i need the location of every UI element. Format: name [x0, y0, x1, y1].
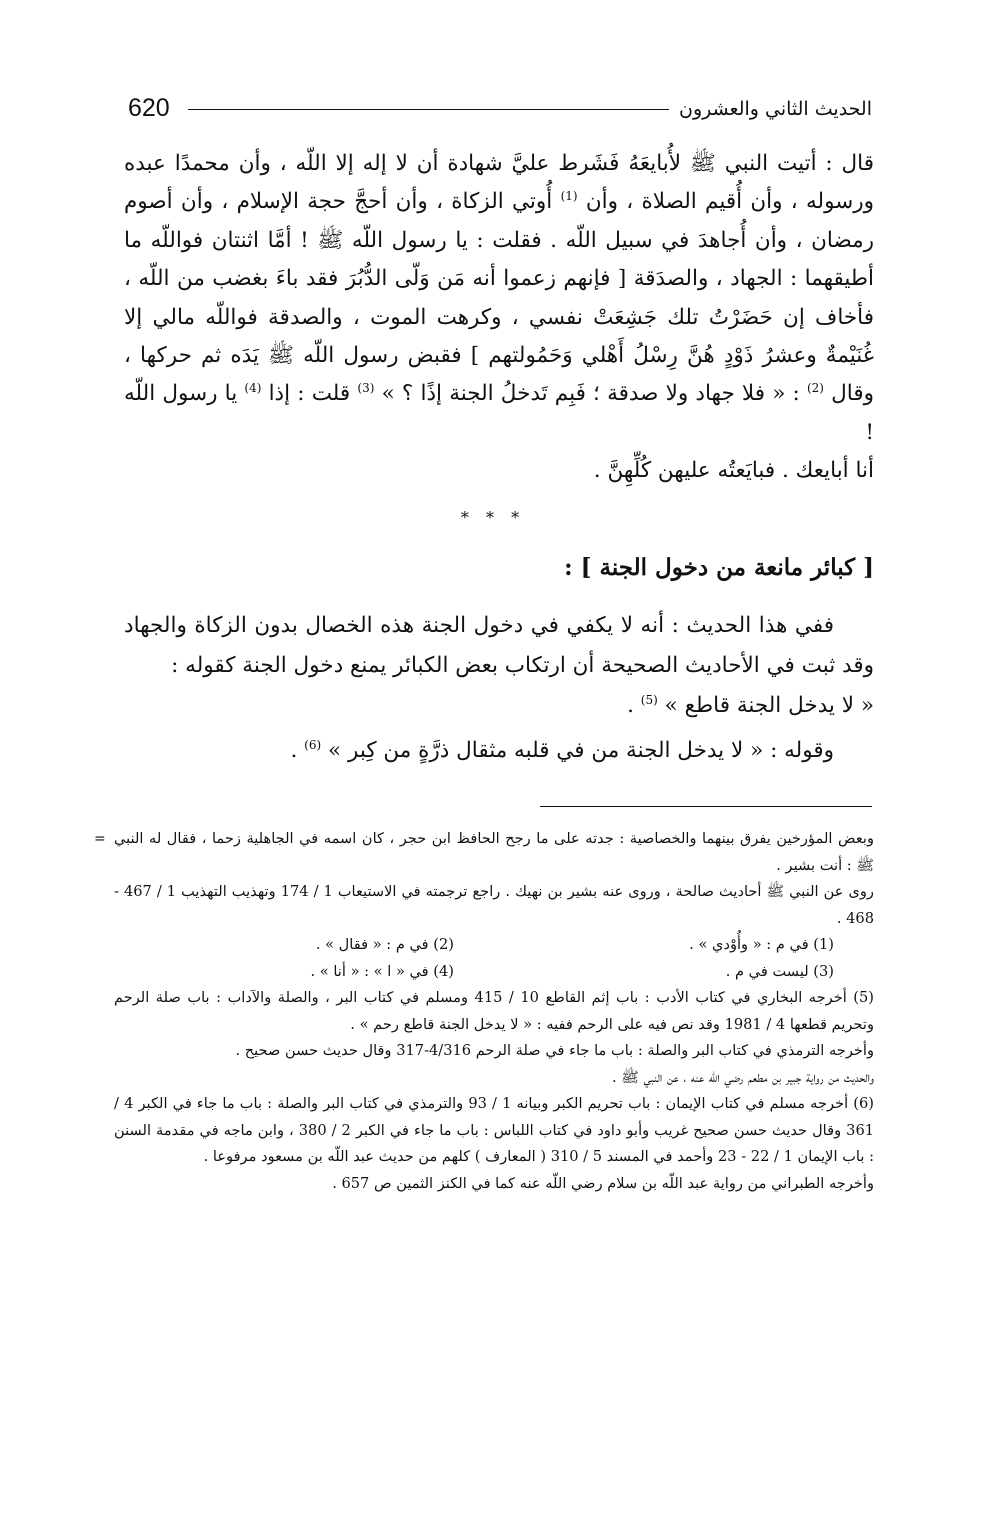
section-separator: * * *: [460, 508, 526, 527]
footnote-ref-4[interactable]: (4): [244, 381, 262, 396]
footnote-4: (4) في « ا » : « أنا » .: [310, 962, 454, 980]
footnote-row: [114, 959, 874, 986]
footnote-separator: [540, 806, 872, 807]
footnote-ref-2[interactable]: (2): [806, 381, 824, 396]
text-segment: وبعض المؤرخين يفرق بينهما والخصاصية : جدته على ما رجح الحافظ ابن حجر ، كان اسمه في الجاهلية زحما ، فقال له النبي ﷺ : أنت بشير .: [114, 830, 874, 874]
hadith-text: [124, 145, 874, 491]
text-segment: .: [627, 693, 641, 718]
text-segment: : « فلا جهاد ولا صدقة ؛ فَبِم تَدخلُ الجنة إذًا ؟ »: [374, 381, 807, 407]
footnote-ref-3[interactable]: (3): [357, 381, 375, 396]
footnote-5-cont: والحديث من رواية جبير بن مطعم رضي اللّه عنه ، عن النبي ﷺ .: [611, 1068, 874, 1086]
text-segment: « لا يدخل الجنة قاطع »: [657, 693, 874, 718]
text-segment: .: [290, 738, 305, 763]
section-paragraph-2: [124, 731, 874, 771]
text-segment: وقوله : « لا يدخل الجنة من في قلبه مثقال ذرَّةٍ من كِبر »: [321, 738, 834, 763]
footnote-3: (3) ليست في م .: [725, 962, 834, 980]
text-segment: قلت : إذا: [261, 381, 358, 407]
footnote-row: [114, 932, 874, 959]
page-header: [128, 94, 872, 123]
running-head: الحديث الثاني والعشرون: [678, 97, 872, 120]
footnote-6: (6) أخرجه مسلم في كتاب الإيمان : باب تحريم الكبر وبيانه 1 / 93 والترمذي في كتاب البر والصلة : باب ما جاء في الكبر 4 / 361 وقال حديث حسن صحيح غريب وأبو داود في كتاب اللباس : باب ما جاء في الكبر 2 / 380 ، وابن ماجه في مقدمة السنن : باب الإيمان 1 / 22 - 23 وأحمد في المسند 5 / 310 ( المعارف ) كلهم من حديث عبد اللّه بن مسعود مرفوعا .: [114, 1095, 875, 1165]
footnote-continuation: [94, 826, 874, 879]
footnote-6-cont: وأخرجه الطبراني من رواية عبد اللّه بن سلام رضي اللّه عنه كما في الكنز الثمين ص 657 .: [332, 1174, 874, 1192]
footnote-continuation-2: روى عن النبي ﷺ أحاديث صالحة ، وروى عنه بشير بن نهيك . راجع ترجمته في الاستيعاب 1 / 174 وتهذيب التهذيب 1 / 467 - 468 .: [114, 883, 874, 927]
footnote-5-cont: وأخرجه الترمذي في كتاب البر والصلة : باب ما جاء في صلة الرحم 4/316-317 وقال حديث حسن صحيح .: [235, 1042, 874, 1059]
section-heading: [ كبائر مانعة من دخول الجنة ] :: [564, 554, 874, 581]
section-body: [124, 606, 874, 771]
footnote-ref-5[interactable]: (5): [640, 692, 658, 707]
hadith-last-line: أنا أبايعك . فبايَعتُه عليهن كُلِّهِنَّ .: [593, 458, 874, 484]
footnote-ref-1[interactable]: (1): [560, 189, 578, 204]
text-segment: قال : أتيت النبي ﷺ لأُبايعَهُ فَشَرط عليَّ شهادة أن لا إله إلا اللّه ، وأن محمدًا عبده ورسوله ، وأن أُقيم الصلاة ، وأن: [124, 151, 874, 215]
footnote-5: (5) أخرجه البخاري في كتاب الأدب : باب إثم القاطع 10 / 415 ومسلم في كتاب البر ، والصلة والآداب : باب صلة الرحم وتحريم قطعها 4 / 1981 وقد نص فيه على الرحم ففيه : « لا يدخل الجنة قاطع رحم » .: [114, 989, 874, 1033]
footnote-ref-6[interactable]: (6): [304, 737, 322, 752]
continuation-mark: =: [94, 831, 106, 847]
section-paragraph-1: [124, 606, 874, 686]
footnote-2: (2) في م : « فقال » .: [315, 936, 454, 953]
text-segment: ففي هذا الحديث : أنه لا يكفي في دخول الجنة هذه الخصال بدون الزكاة والجهاد وقد ثبت في الأحاديث الصحيحة أن ارتكاب بعض الكبائر يمنع دخول الجنة كقوله :: [124, 613, 874, 678]
footnotes: [94, 826, 875, 1197]
section-quote-1: [124, 686, 874, 726]
page-number: 620: [128, 94, 170, 122]
text-segment: يا رسول اللّه !: [124, 381, 874, 445]
header-rule: [188, 109, 669, 110]
hadith-paragraph: [124, 145, 874, 452]
text-segment: أُوتي الزكاة ، وأن أحجَّ حجة الإسلام ، وأن أصوم رمضان ، وأن أُجاهدَ في سبيل اللّه . فقلت : يا رسول اللّه ﷺ ! أمَّا اثنتان فواللّه ما أطيقهما : الجهاد ، والصدَقة [ فإنهم زعموا أنه مَن وَلّى الدُّبُرَ فقد باءَ بغضب من اللّه ، فأخاف إن حَضَرْتُ تلك جَشِعَتْ نفسي ، وكرهت الموت ، والصدقة فواللّه مالي إلا غُنَيْمةٌ وعشرُ ذَوْدٍ هُنَّ رِسْلُ أَهْلي وَحَمُولتهم ] فقبض رسول اللّه ﷺ يَدَه ثم حركها ، وقال: [124, 189, 874, 407]
footnote-1: (1) في م : « وأُوْدي » .: [689, 936, 834, 953]
